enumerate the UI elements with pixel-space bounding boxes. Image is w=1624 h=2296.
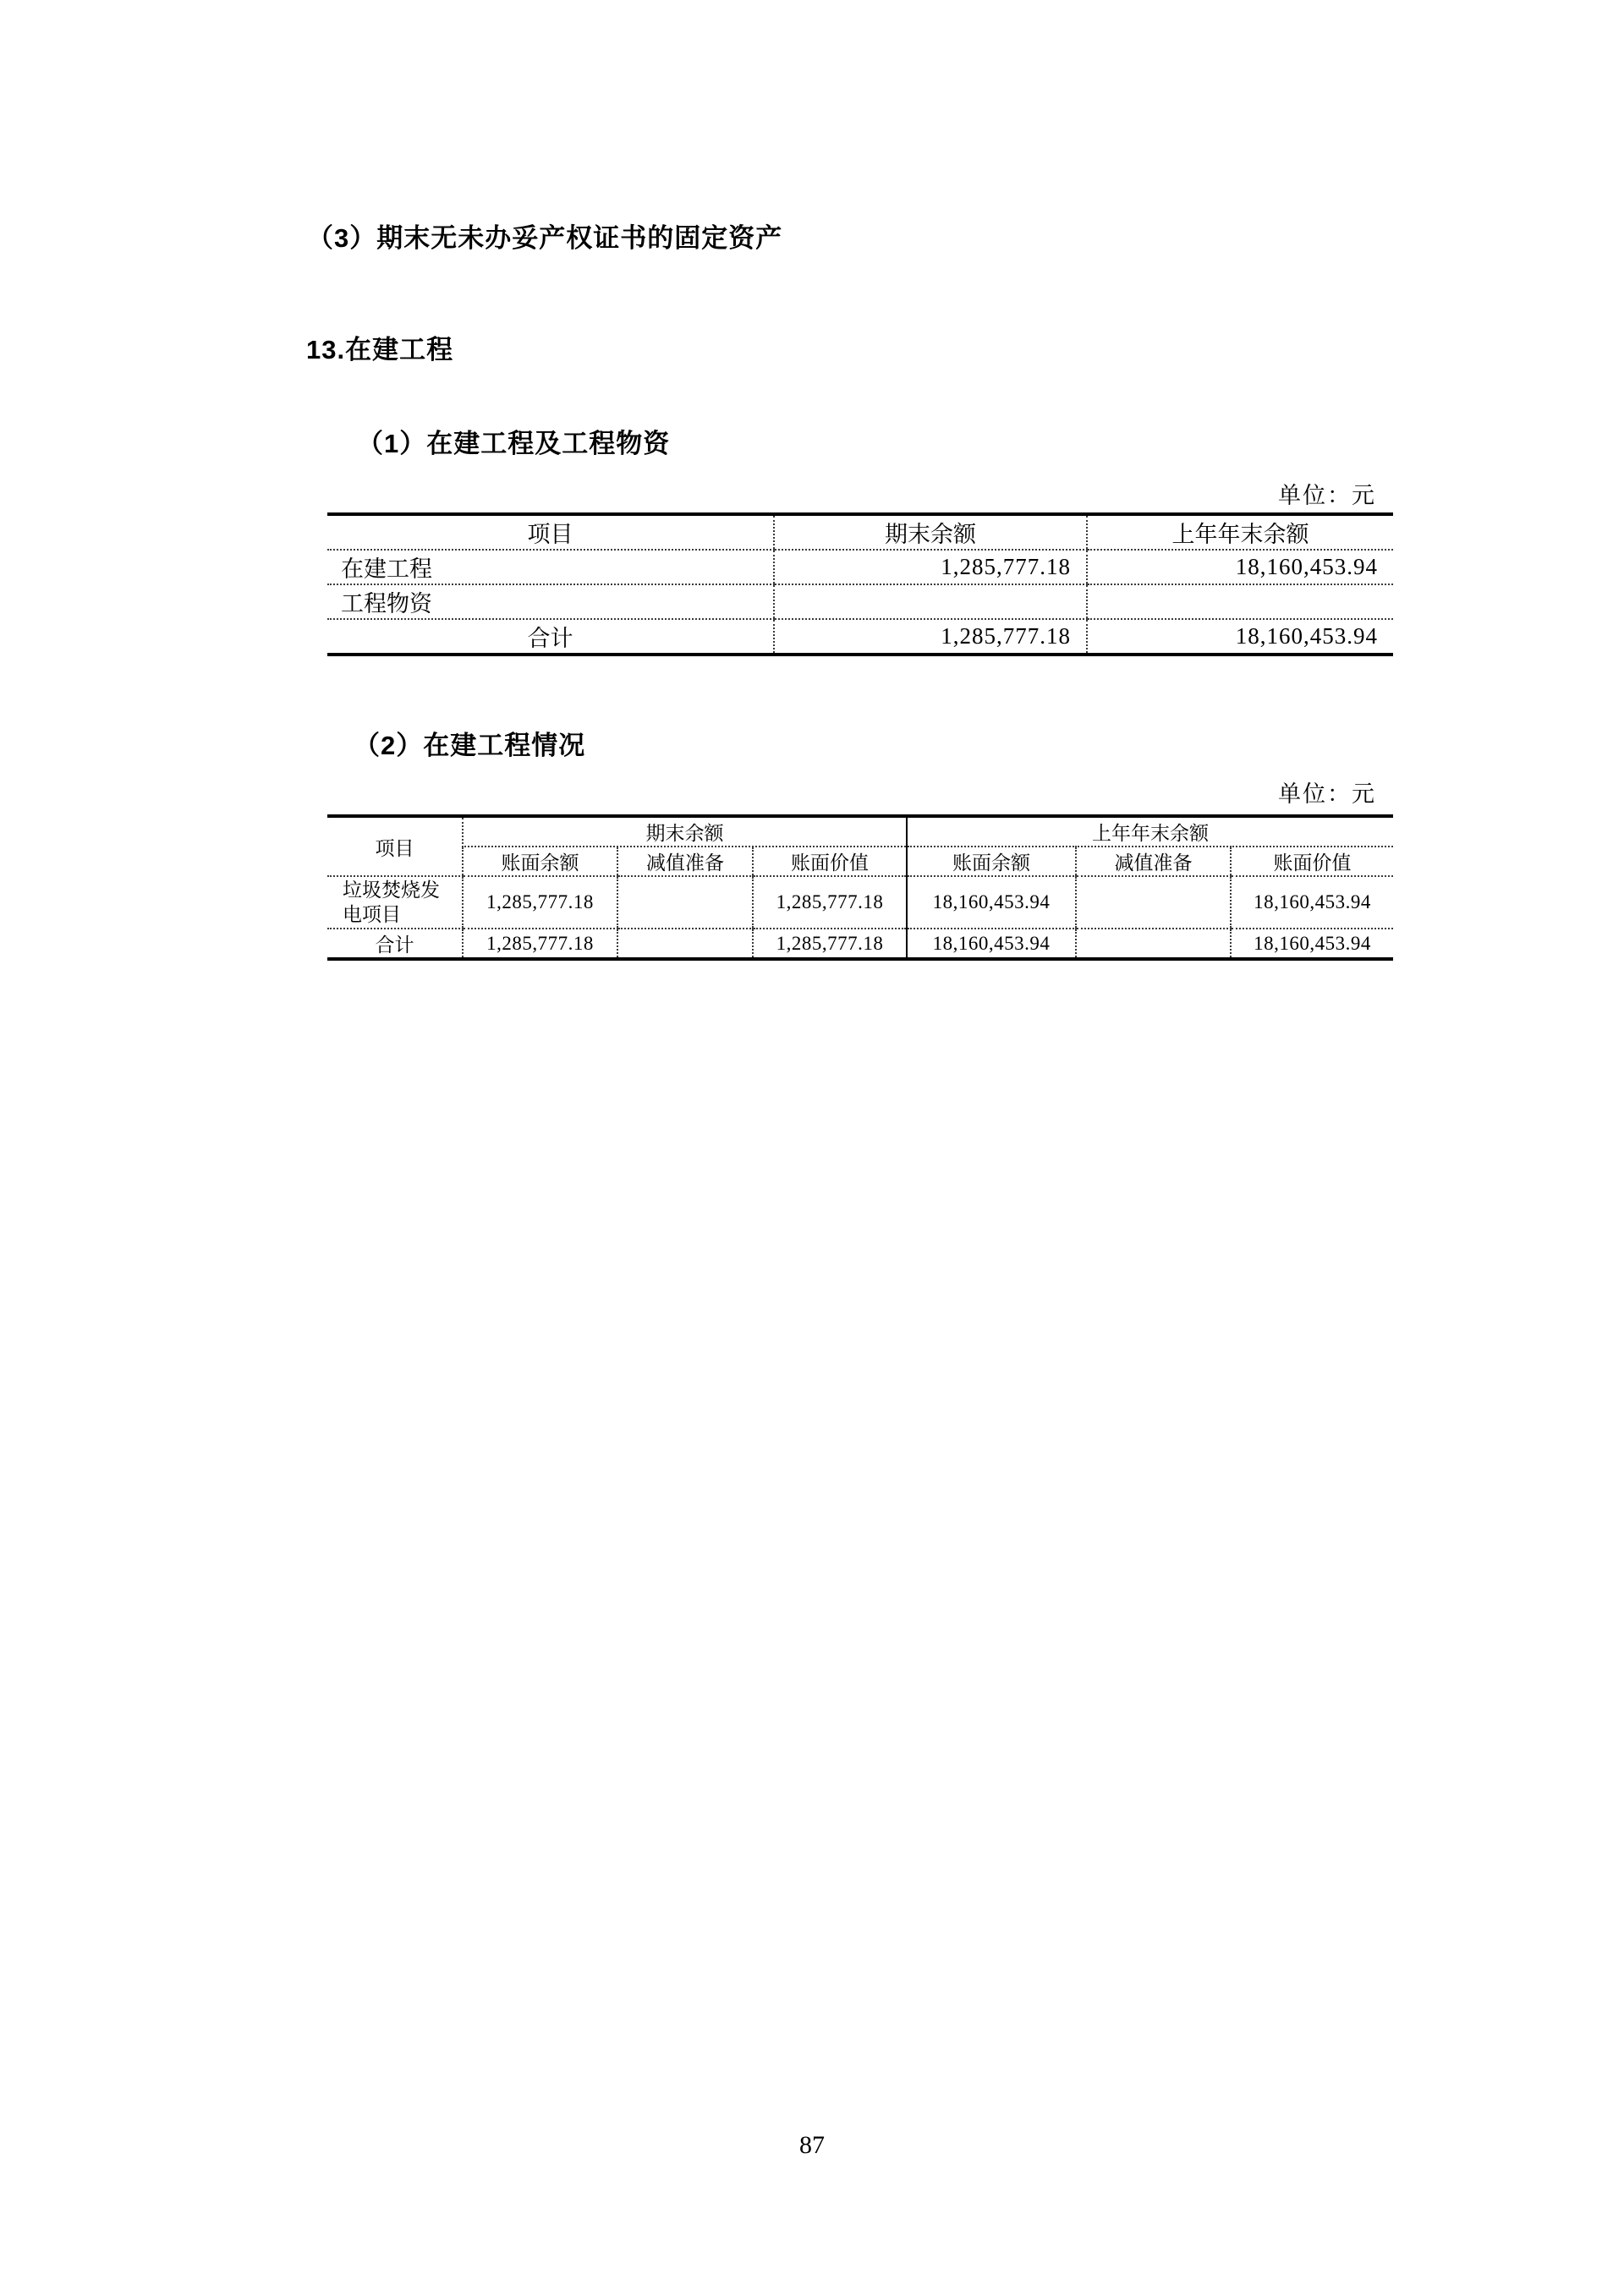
table2-subheader-carrying-value: 账面价值 bbox=[753, 847, 907, 876]
table2-cell-value bbox=[617, 876, 753, 929]
table1-row-total bbox=[327, 619, 1393, 655]
table2-sub-header-row bbox=[327, 847, 1393, 876]
table1-cell-total-label: 合计 bbox=[527, 626, 573, 651]
heading-sub2-cip-details: （2）在建工程情况 bbox=[354, 731, 586, 760]
page-number: 87 bbox=[799, 2131, 825, 2159]
table2-subheader-book-balance: 账面余额 bbox=[463, 847, 617, 876]
table2-subheader-impairment: 减值准备 bbox=[617, 847, 753, 876]
heading-section-13-construction-in-progress: 13.在建工程 bbox=[306, 335, 454, 364]
table1-cell-ending: 1,285,777.18 bbox=[774, 550, 1087, 584]
table2-subheader-carrying-value: 账面价值 bbox=[1231, 847, 1393, 876]
table2-cell-value: 18,160,453.94 bbox=[907, 929, 1076, 959]
table1-cell-ending bbox=[774, 584, 1087, 619]
table1-row-construction-in-progress bbox=[327, 550, 1393, 584]
table2-group-header-row bbox=[327, 816, 1393, 847]
heading-sub1-cip-and-materials: （1）在建工程及工程物资 bbox=[357, 429, 671, 458]
table1-header-row bbox=[327, 514, 1393, 550]
table2-group-ending-balance: 期末余额 bbox=[463, 816, 907, 847]
table2-cell-value: 18,160,453.94 bbox=[1231, 929, 1393, 959]
table2-cell-value: 18,160,453.94 bbox=[907, 876, 1076, 929]
table1-cell-ending: 1,285,777.18 bbox=[774, 619, 1087, 655]
table2-cell-value: 1,285,777.18 bbox=[463, 929, 617, 959]
table2-cell-value: 1,285,777.18 bbox=[463, 876, 617, 929]
table2-cell-value: 1,285,777.18 bbox=[753, 876, 907, 929]
table2-cell-value bbox=[1076, 929, 1231, 959]
heading-no-certificate-fixed-assets: （3）期末无未办妥产权证书的固定资产 bbox=[307, 223, 783, 253]
table1-header-prior-year-balance: 上年年末余额 bbox=[1087, 514, 1393, 550]
table1-cell-prior: 18,160,453.94 bbox=[1087, 550, 1393, 584]
unit-label-table2: 单位：元 bbox=[1278, 781, 1376, 807]
table2-cell-value: 18,160,453.94 bbox=[1231, 876, 1393, 929]
table2-subheader-impairment: 减值准备 bbox=[1076, 847, 1231, 876]
cip-summary-table bbox=[327, 512, 1393, 656]
table1-header-ending-balance: 期末余额 bbox=[774, 514, 1087, 550]
table2-cell-value bbox=[617, 929, 753, 959]
table1-cell-prior: 18,160,453.94 bbox=[1087, 619, 1393, 655]
unit-label-table1: 单位：元 bbox=[1278, 483, 1376, 508]
table2-cell-value bbox=[1076, 876, 1231, 929]
table2-cell-total-label: 合计 bbox=[375, 934, 414, 956]
table1-row-engineering-materials bbox=[327, 584, 1393, 619]
table1-cell-item: 在建工程 bbox=[327, 550, 774, 584]
table1-cell-prior bbox=[1087, 584, 1393, 619]
table2-cell-value: 1,285,777.18 bbox=[753, 929, 907, 959]
table2-header-item: 项目 bbox=[327, 816, 463, 876]
table1-header-item: 项目 bbox=[327, 514, 774, 550]
table2-group-prior-year-balance: 上年年末余额 bbox=[907, 816, 1393, 847]
table2-subheader-book-balance: 账面余额 bbox=[907, 847, 1076, 876]
cip-details-table bbox=[327, 814, 1393, 961]
table1-cell-item: 工程物资 bbox=[327, 584, 774, 619]
table2-cell-item: 垃圾焚烧发电项目 bbox=[327, 876, 463, 929]
table2-row-total bbox=[327, 929, 1393, 959]
table2-row-waste-incineration-project bbox=[327, 876, 1393, 929]
